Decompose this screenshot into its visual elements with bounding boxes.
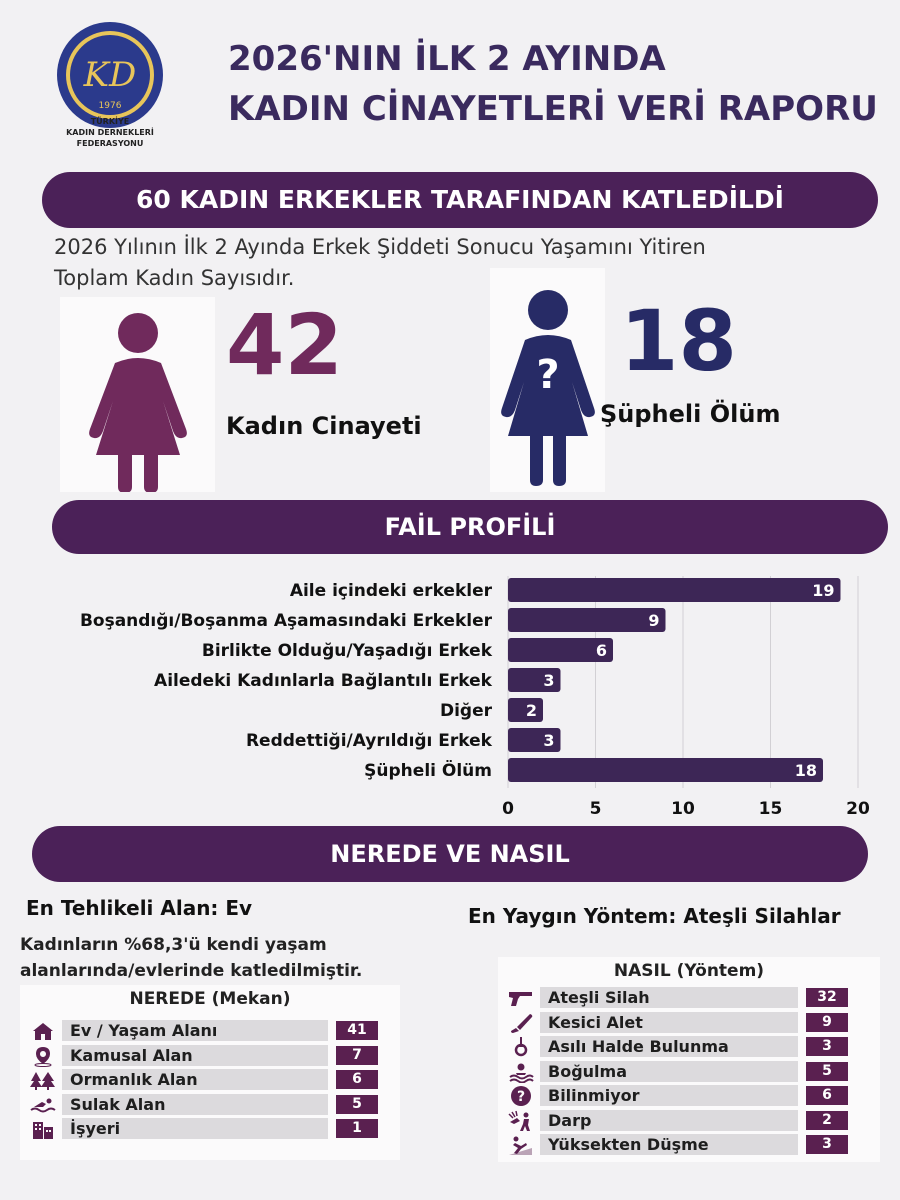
map-pin-icon (30, 1045, 56, 1066)
bar-value-label: 18 (794, 761, 817, 780)
where-row (30, 1069, 400, 1090)
how-row-value: 5 (806, 1062, 848, 1081)
how-row (508, 1061, 878, 1082)
bar-value-label: 19 (812, 581, 835, 600)
desc-line: Kadınların %68,3'ü kendi yaşam (20, 935, 327, 955)
assault-icon (508, 1110, 534, 1131)
intro-line: 2026 Yılının İlk 2 Ayında Erkek Şiddeti Sonucu Yaşamını Yitiren (54, 235, 706, 259)
where-row (30, 1094, 400, 1115)
where-row (30, 1045, 400, 1066)
where-row (30, 1118, 400, 1139)
house-icon (30, 1020, 56, 1041)
how-row-label: Bilinmiyor (540, 1085, 798, 1106)
org-line: TÜRKİYE (90, 117, 130, 126)
title-line-1: 2026'NIN İLK 2 AYINDA (228, 39, 666, 79)
femicide-label: Kadın Cinayeti (226, 412, 422, 440)
how-row-value: 9 (806, 1013, 848, 1032)
how-row (508, 1036, 878, 1057)
bar-category-label: Aile içindeki erkekler (289, 581, 492, 601)
femicide-figure-panel (60, 297, 215, 492)
svg-text:?: ? (516, 1089, 526, 1105)
bar-value-label: 2 (525, 701, 537, 720)
bar-value-label: 9 (648, 611, 660, 630)
where-row (30, 1020, 400, 1041)
how-row-label: Ateşli Silah (540, 987, 798, 1008)
bar-category-label: Diğer (439, 701, 492, 721)
how-row-label: Kesici Alet (540, 1012, 798, 1033)
where-row-value: 1 (336, 1119, 378, 1138)
where-row-value: 41 (336, 1021, 378, 1040)
how-row (508, 1110, 878, 1131)
bar-category-label: Reddettiği/Ayrıldığı Erkek (245, 731, 492, 751)
bar-value-label: 6 (595, 641, 607, 660)
x-tick-label: 5 (589, 799, 602, 819)
suspicious-label: Şüpheli Ölüm (600, 400, 781, 428)
hanging-rope-icon (508, 1036, 534, 1057)
suspicious-figure-panel (490, 268, 605, 492)
fall-icon (508, 1134, 534, 1155)
perpetrator-banner: FAİL PROFİLİ (52, 500, 888, 554)
where-description (20, 932, 440, 984)
where-row-value: 7 (336, 1046, 378, 1065)
how-row-value: 2 (806, 1111, 848, 1130)
question-glyph: ? (536, 352, 560, 398)
x-tick-label: 15 (758, 799, 783, 819)
logo-year: 1976 (98, 101, 122, 111)
bar-category-label: Şüpheli Ölüm (364, 761, 492, 781)
x-tick-label: 10 (671, 799, 695, 819)
knife-icon (508, 1012, 534, 1033)
desc-line: alanlarında/evlerinde katledilmiştir. (20, 961, 363, 981)
logo-initials: KD (83, 55, 137, 95)
woman-icon (60, 297, 215, 492)
femicide-count: 42 (226, 296, 343, 394)
where-row-label: Ormanlık Alan (62, 1069, 328, 1090)
bar-category-label: Ailedeki Kadınlarla Bağlantılı Erkek (154, 671, 492, 691)
org-line: FEDERASYONU (76, 139, 144, 148)
bar-value-label: 3 (543, 671, 555, 690)
bar (508, 758, 823, 782)
gun-icon (508, 987, 534, 1008)
how-row-label: Asılı Halde Bulunma (540, 1036, 798, 1057)
where-row-label: Ev / Yaşam Alanı (62, 1020, 328, 1041)
how-row-value: 6 (806, 1086, 848, 1105)
x-tick-label: 20 (846, 799, 870, 819)
building-icon (30, 1118, 56, 1139)
how-row-value: 32 (806, 988, 848, 1007)
bar-category-label: Birlikte Olduğu/Yaşadığı Erkek (201, 641, 492, 661)
where-heading: En Tehlikeli Alan: Ev (26, 896, 253, 920)
how-row (508, 1012, 878, 1033)
how-row (508, 1085, 878, 1106)
how-table-title: NASIL (Yöntem) (613, 961, 765, 981)
where-row-value: 5 (336, 1095, 378, 1114)
total-banner: 60 KADIN ERKEKLER TARAFINDAN KATLEDİLDİ (42, 172, 878, 228)
where-row-label: Kamusal Alan (62, 1045, 328, 1066)
org-name (60, 116, 160, 149)
where-table-title: NEREDE (Mekan) (129, 989, 291, 1009)
how-row-label: Darp (540, 1110, 798, 1131)
x-tick-label: 0 (502, 799, 514, 819)
how-row-value: 3 (806, 1135, 848, 1154)
how-heading: En Yaygın Yöntem: Ateşli Silahlar (468, 904, 841, 928)
title-line-2: KADIN CİNAYETLERİ VERİ RAPORU (228, 89, 878, 129)
perpetrator-bar-chart (0, 570, 900, 820)
swimmer-icon (30, 1094, 56, 1115)
org-line: KADIN DERNEKLERİ (66, 128, 154, 137)
bar (508, 608, 666, 632)
how-row (508, 987, 878, 1008)
how-table (498, 957, 880, 1162)
how-row-label: Yüksekten Düşme (540, 1134, 798, 1155)
trees-icon (30, 1069, 56, 1090)
how-row-value: 3 (806, 1037, 848, 1056)
where-how-banner: NEREDE VE NASIL (32, 826, 868, 882)
woman-question-icon (490, 268, 605, 492)
bar-value-label: 3 (543, 731, 555, 750)
where-row-value: 6 (336, 1070, 378, 1089)
intro-line: Toplam Kadın Sayısıdır. (54, 266, 295, 290)
question-circle-icon (508, 1085, 534, 1106)
federation-logo (55, 20, 165, 130)
how-row-label: Boğulma (540, 1061, 798, 1082)
bar (508, 578, 841, 602)
how-row (508, 1134, 878, 1155)
intro-text (54, 232, 854, 294)
where-table (20, 985, 400, 1160)
where-row-label: İşyeri (62, 1118, 328, 1139)
bar-category-label: Boşandığı/Boşanma Aşamasındaki Erkekler (79, 611, 492, 631)
suspicious-count: 18 (620, 292, 737, 390)
drowning-icon (508, 1061, 534, 1082)
page-title (228, 34, 888, 134)
where-row-label: Sulak Alan (62, 1094, 328, 1115)
